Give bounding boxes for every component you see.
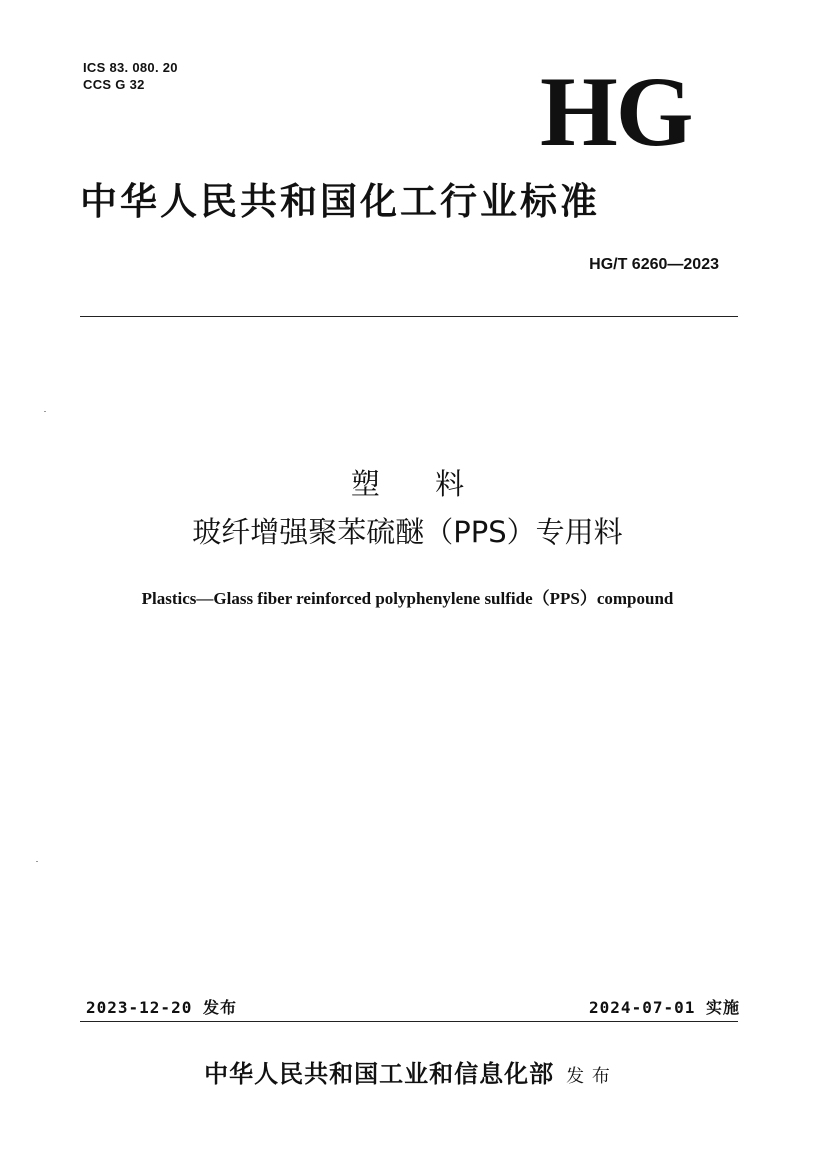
ics-code: ICS 83. 080. 20 xyxy=(83,60,178,75)
issuer-line xyxy=(0,1058,815,1093)
top-divider xyxy=(80,316,738,317)
standard-mark: HG xyxy=(540,56,692,167)
standard-number: HG/T 6260—2023 xyxy=(589,256,719,273)
issuer-suffix: 发 布 xyxy=(566,1066,611,1087)
classification-codes xyxy=(83,59,178,93)
scan-speck xyxy=(36,861,38,862)
english-title: Plastics—Glass fiber reinforced polyphenylene sulfide（PPS）compound xyxy=(141,589,674,608)
title-line-2: 玻纤增强聚苯硫醚（PPS）专用料 xyxy=(192,515,623,549)
title-line-1: 塑 料 xyxy=(350,467,465,501)
implement-date: 2024-07-01 实施 xyxy=(589,998,740,1017)
publish-date: 2023-12-20 发布 xyxy=(86,998,237,1017)
scan-speck xyxy=(44,411,46,412)
ccs-code: CCS G 32 xyxy=(83,77,145,92)
standard-category: 中华人民共和国化工行业标准 xyxy=(80,179,600,223)
issuer-name: 中华人民共和国工业和信息化部 xyxy=(204,1059,555,1088)
bottom-divider xyxy=(80,1021,738,1022)
